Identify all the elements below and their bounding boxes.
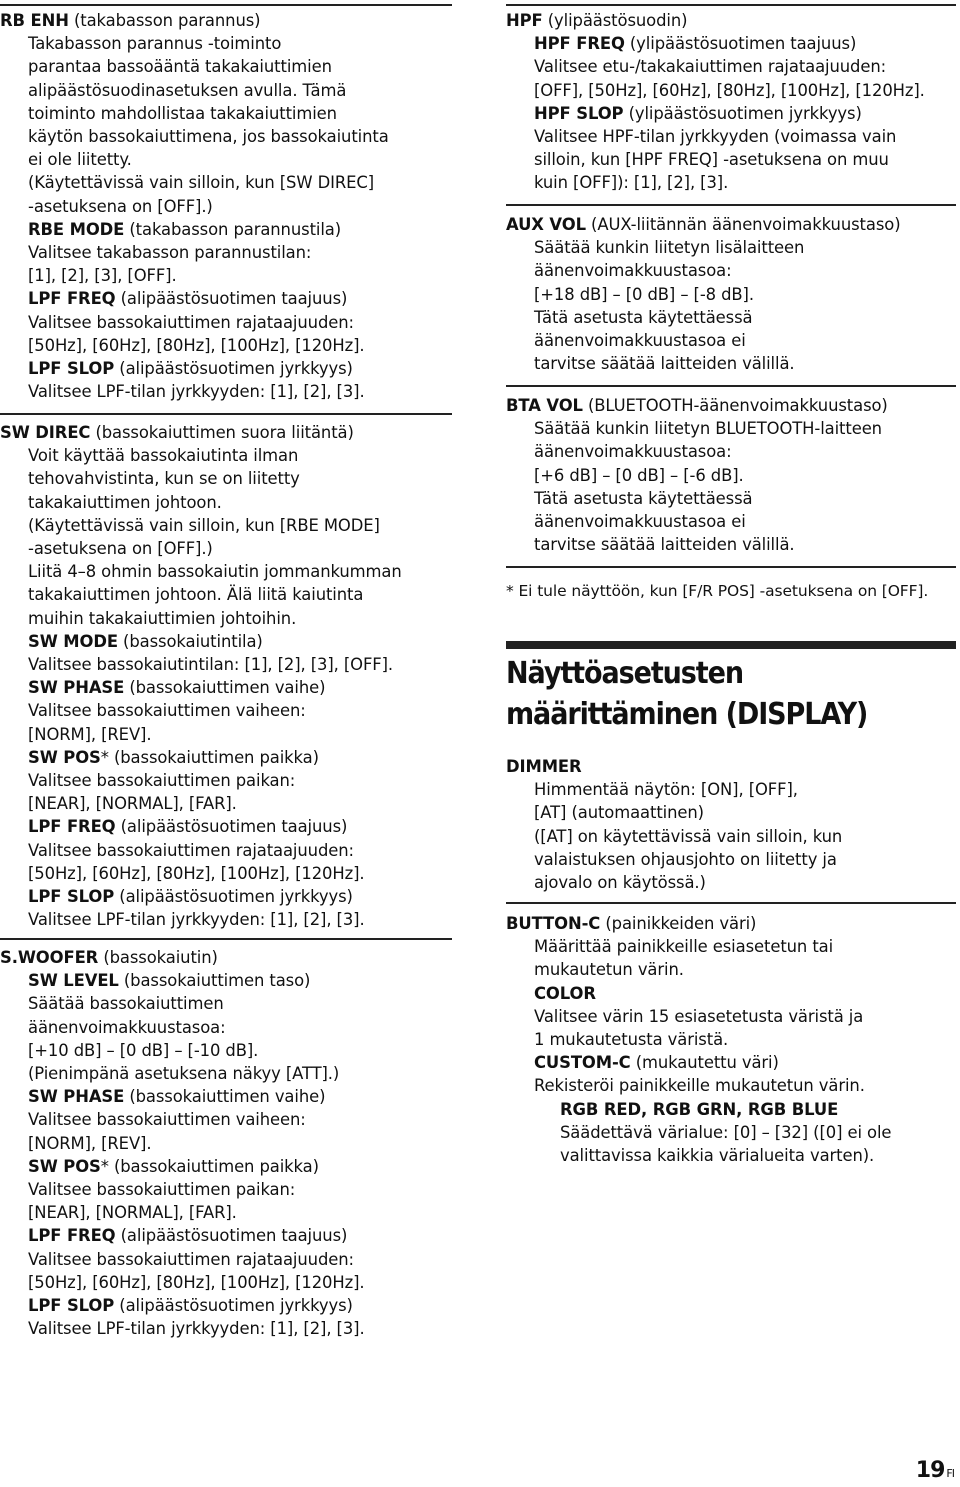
line-text: Liitä 4–8 ohmin bassokaiutin jommankumman <box>28 562 402 582</box>
text-line <box>506 283 960 306</box>
text-line <box>506 417 960 440</box>
text-line <box>0 32 454 55</box>
left-section-swoofer <box>0 946 454 1340</box>
setting-line <box>0 815 454 838</box>
text-line <box>506 487 960 510</box>
text-line <box>0 334 454 357</box>
line-text: Valitsee bassokaiuttimen rajataajuuden: <box>28 1249 354 1269</box>
setting-line <box>506 1098 960 1121</box>
line-text: [AT] (automaattinen) <box>534 803 704 823</box>
line-text: 1 mukautetusta väristä. <box>534 1030 729 1050</box>
setting-line <box>506 102 960 125</box>
page-number <box>916 1458 954 1483</box>
text-line <box>506 79 960 102</box>
line-text: Säätää kunkin liitetyn lisälaitteen <box>534 238 805 258</box>
line-text: Säätää bassokaiuttimen <box>28 994 224 1014</box>
setting-line <box>506 912 960 935</box>
line-text: [+6 dB] – [0 dB] – [-6 dB]. <box>534 465 744 485</box>
line-text: Valitsee HPF-tilan jyrkkyyden (voimassa vain <box>534 127 897 147</box>
line-text: (bassokaiuttimen vaihe) <box>124 678 326 698</box>
section-divider <box>506 566 956 568</box>
setting-name: SW PHASE <box>28 678 125 698</box>
text-line <box>506 306 960 329</box>
text-line <box>0 467 454 490</box>
line-text: -asetuksena on [OFF].) <box>28 196 213 216</box>
line-text: (alipäästösuotimen taajuus) <box>115 817 348 837</box>
line-text: (bassokaiutin) <box>98 948 218 967</box>
text-line <box>506 801 960 824</box>
line-text: tehovahvistinta, kun se on liitetty <box>28 469 300 489</box>
text-line <box>0 583 454 606</box>
text-line <box>506 440 960 463</box>
setting-name: LPF SLOP <box>28 887 115 907</box>
setting-name: SW POS <box>28 1156 101 1176</box>
line-text: Himmentää näytön: [ON], [OFF], <box>534 780 798 800</box>
line-text: [+18 dB] – [0 dB] – [-8 dB]. <box>534 284 754 304</box>
line-text: Valitsee LPF-tilan jyrkkyyden: [1], [2], [3]. <box>28 910 365 930</box>
text-line <box>0 491 454 514</box>
line-text: * (bassokaiuttimen paikka) <box>100 747 319 767</box>
line-text: (mukautettu väri) <box>630 1053 779 1073</box>
line-text: [NORM], [REV]. <box>28 1133 152 1153</box>
line-text: (ylipäästösuotimen jyrkkyys) <box>623 103 862 123</box>
line-text: [50Hz], [60Hz], [80Hz], [100Hz], [120Hz]. <box>28 863 365 883</box>
text-line <box>506 1028 960 1051</box>
setting-line <box>0 1224 454 1247</box>
text-line <box>0 311 454 334</box>
text-line <box>0 1062 454 1085</box>
setting-line <box>506 982 960 1005</box>
right-section-hpf <box>506 9 960 195</box>
page-lang: FI <box>946 1467 954 1480</box>
text-line <box>506 148 960 171</box>
line-text: Säädettävä värialue: [0] – [32] ([0] ei ole <box>560 1122 892 1142</box>
section-divider <box>0 413 452 415</box>
text-line <box>0 264 454 287</box>
setting-line <box>0 287 454 310</box>
line-text: alipäästösuodinasetuksen avulla. Tämä <box>28 80 347 100</box>
setting-name: HPF SLOP <box>534 103 624 123</box>
setting-name: SW POS <box>28 747 101 767</box>
setting-name: HPF FREQ <box>534 34 625 54</box>
line-text: Säätää kunkin liitetyn BLUETOOTH-laitteen <box>534 419 882 439</box>
text-line <box>506 848 960 871</box>
text-line <box>0 792 454 815</box>
line-text: -asetuksena on [OFF].) <box>28 539 213 559</box>
text-line <box>506 1144 960 1167</box>
line-text: Valitsee bassokaiuttimen rajataajuuden: <box>28 840 354 860</box>
line-text: (alipäästösuotimen jyrkkyys) <box>114 1296 353 1316</box>
line-text: äänenvoimakkuustasoa ei <box>534 331 746 351</box>
section-divider <box>506 902 956 904</box>
text-line <box>506 935 960 958</box>
text-line <box>506 778 960 801</box>
line-text: tarvitse säätää laitteiden välillä. <box>534 535 795 555</box>
top-rule-right <box>506 4 956 6</box>
setting-name: AUX VOL <box>506 215 586 234</box>
text-line <box>0 102 454 125</box>
line-text: (bassokaiuttimen suora liitäntä) <box>90 423 354 442</box>
line-text: [NEAR], [NORMAL], [FAR]. <box>28 1203 237 1223</box>
setting-line <box>0 421 454 444</box>
line-text: Valitsee LPF-tilan jyrkkyyden: [1], [2], [3]. <box>28 1319 365 1339</box>
text-line <box>0 1132 454 1155</box>
line-text: tarvitse säätää laitteiden välillä. <box>534 354 795 374</box>
line-text: Tätä asetusta käytettäessä <box>534 488 753 508</box>
section-heading-line2: määrittäminen (DISPLAY) <box>506 697 868 732</box>
line-text: kuin [OFF]): [1], [2], [3]. <box>534 173 729 193</box>
text-line <box>0 79 454 102</box>
right-section-dimmer <box>506 755 960 894</box>
line-text: Valitsee bassokaiuttimen rajataajuuden: <box>28 312 354 332</box>
line-text: silloin, kun [HPF FREQ] -asetuksena on muu <box>534 150 889 170</box>
right-section-btavol <box>506 394 960 556</box>
text-line <box>0 444 454 467</box>
line-text: (ylipäästösuotimen taajuus) <box>624 34 857 54</box>
text-line <box>506 1074 960 1097</box>
setting-name: BTA VOL <box>506 396 583 415</box>
section-divider <box>506 204 956 206</box>
setting-name: CUSTOM-C <box>534 1053 631 1073</box>
text-line <box>0 908 454 931</box>
text-line <box>506 236 960 259</box>
setting-name: COLOR <box>534 983 596 1003</box>
line-text: äänenvoimakkuustasoa: <box>534 442 732 462</box>
text-line <box>506 1005 960 1028</box>
line-text: Valitsee bassokaiuttimen paikan: <box>28 1180 296 1200</box>
text-line <box>0 560 454 583</box>
line-text: [NORM], [REV]. <box>28 724 152 744</box>
line-text: Valitsee värin 15 esiasetetusta väristä ja <box>534 1006 864 1026</box>
text-line <box>0 653 454 676</box>
line-text: * (bassokaiuttimen paikka) <box>100 1156 319 1176</box>
line-text: [1], [2], [3], [OFF]. <box>28 266 177 286</box>
setting-name: LPF FREQ <box>28 289 116 309</box>
line-text: ajovalo on käytössä.) <box>534 873 706 893</box>
text-line <box>0 1317 454 1340</box>
text-line <box>0 514 454 537</box>
text-line <box>0 1016 454 1039</box>
text-line <box>506 464 960 487</box>
setting-name: SW DIREC <box>0 423 91 442</box>
line-text: Rekisteröi painikkeille mukautetun värin. <box>534 1076 865 1096</box>
setting-line <box>0 630 454 653</box>
line-text: muihin takakaiuttimien johtoihin. <box>28 608 297 628</box>
text-line <box>506 329 960 352</box>
line-text: (BLUETOOTH-äänenvoimakkuustaso) <box>582 396 888 415</box>
line-text: äänenvoimakkuustasoa: <box>534 261 732 281</box>
text-line <box>0 1201 454 1224</box>
line-text: (painikkeiden väri) <box>600 914 757 933</box>
setting-name: LPF SLOP <box>28 359 115 379</box>
text-line <box>506 825 960 848</box>
line-text: (Pienimpänä asetuksena näkyy [ATT].) <box>28 1064 340 1084</box>
line-text: [OFF], [50Hz], [60Hz], [80Hz], [100Hz], [120Hz]. <box>534 80 925 100</box>
setting-name: HPF <box>506 11 543 30</box>
text-line <box>506 533 960 556</box>
line-text: takakaiuttimen johtoon. <box>28 492 222 512</box>
line-text: [NEAR], [NORMAL], [FAR]. <box>28 794 237 814</box>
line-text: (Käytettävissä vain silloin, kun [RBE MODE] <box>28 515 380 535</box>
heading-bar <box>506 641 956 649</box>
setting-name: SW PHASE <box>28 1087 125 1107</box>
line-text: käytön bassokaiuttimena, jos bassokaiutinta <box>28 127 389 147</box>
text-line <box>0 839 454 862</box>
text-line <box>0 195 454 218</box>
text-line <box>0 1271 454 1294</box>
text-line <box>506 171 960 194</box>
line-text: (alipäästösuotimen jyrkkyys) <box>114 359 353 379</box>
top-rule-left <box>0 4 452 6</box>
text-line <box>506 871 960 894</box>
setting-line <box>506 1051 960 1074</box>
text-line <box>0 171 454 194</box>
text-line <box>506 958 960 981</box>
setting-name: RGB RED, RGB GRN, RGB BLUE <box>560 1099 839 1119</box>
setting-line <box>0 676 454 699</box>
setting-line <box>0 9 454 32</box>
text-line <box>0 1178 454 1201</box>
line-text: äänenvoimakkuustasoa ei <box>534 512 746 532</box>
line-text: (bassokaiuttimen taso) <box>118 971 311 991</box>
text-line <box>0 1039 454 1062</box>
section-heading-line1: Näyttöasetusten <box>506 656 743 691</box>
setting-name: RB ENH <box>0 11 69 30</box>
page-number-value: 19 <box>915 1458 945 1483</box>
text-line <box>0 607 454 630</box>
line-text: Valitsee takabasson parannustilan: <box>28 243 312 263</box>
line-text: Valitsee etu-/takakaiuttimen rajataajuuden: <box>534 57 887 77</box>
text-line <box>0 699 454 722</box>
text-line <box>0 148 454 171</box>
right-section-auxvol <box>506 213 960 375</box>
text-line <box>506 125 960 148</box>
setting-line <box>0 1155 454 1178</box>
line-text: [50Hz], [60Hz], [80Hz], [100Hz], [120Hz]. <box>28 1272 365 1292</box>
line-text: [50Hz], [60Hz], [80Hz], [100Hz], [120Hz]. <box>28 335 365 355</box>
line-text: (Käytettävissä vain silloin, kun [SW DIREC] <box>28 173 375 193</box>
line-text: Määrittää painikkeille esiasetetun tai <box>534 937 834 957</box>
line-text: (alipäästösuotimen jyrkkyys) <box>114 887 353 907</box>
line-text: Valitsee LPF-tilan jyrkkyyden: [1], [2], [3]. <box>28 382 365 402</box>
line-text: Takabasson parannus -toiminto <box>28 34 282 54</box>
line-text: (ylipäästösuodin) <box>542 11 688 30</box>
line-text: [+10 dB] – [0 dB] – [-10 dB]. <box>28 1040 259 1060</box>
left-section-rbenh <box>0 9 454 403</box>
line-text: (alipäästösuotimen taajuus) <box>115 1226 348 1246</box>
text-line <box>0 380 454 403</box>
line-text: (takabasson parannus) <box>68 11 261 30</box>
setting-line <box>0 1294 454 1317</box>
setting-name: DIMMER <box>506 757 582 776</box>
setting-line <box>506 213 960 236</box>
text-line <box>0 723 454 746</box>
line-text: ei ole liitetty. <box>28 150 132 170</box>
setting-name: LPF FREQ <box>28 1226 116 1246</box>
text-line <box>0 992 454 1015</box>
line-text: äänenvoimakkuustasoa: <box>28 1017 226 1037</box>
line-text: takakaiuttimen johtoon. Älä liitä kaiutinta <box>28 585 364 605</box>
section-divider <box>0 938 452 940</box>
setting-line <box>0 946 454 969</box>
line-text: Tätä asetusta käytettäessä <box>534 307 753 327</box>
line-text: (alipäästösuotimen taajuus) <box>115 289 348 309</box>
setting-name: SW LEVEL <box>28 971 119 991</box>
setting-line <box>506 32 960 55</box>
line-text: Valitsee bassokaiuttimen vaiheen: <box>28 701 306 721</box>
setting-line <box>506 755 960 778</box>
line-text: Valitsee bassokaiuttimen vaiheen: <box>28 1110 306 1130</box>
text-line <box>0 55 454 78</box>
text-line <box>0 1248 454 1271</box>
text-line <box>506 352 960 375</box>
setting-name: SW MODE <box>28 631 118 651</box>
setting-line <box>0 357 454 380</box>
section-divider <box>506 385 956 387</box>
line-text: Valitsee bassokaiutintilan: [1], [2], [3], [OFF]. <box>28 655 394 675</box>
setting-line <box>506 394 960 417</box>
text-line <box>0 862 454 885</box>
text-line <box>0 125 454 148</box>
line-text: (bassokaiutintila) <box>117 631 263 651</box>
setting-name: S.WOOFER <box>0 948 99 967</box>
left-section-swdirec <box>0 421 454 931</box>
text-line <box>506 510 960 533</box>
setting-line <box>0 1085 454 1108</box>
setting-line <box>0 218 454 241</box>
text-line <box>0 241 454 264</box>
line-text: ([AT] on käytettävissä vain silloin, kun <box>534 826 843 846</box>
setting-line <box>0 969 454 992</box>
line-text: (bassokaiuttimen vaihe) <box>124 1087 326 1107</box>
line-text: Valitsee bassokaiuttimen paikan: <box>28 771 296 791</box>
setting-line <box>0 885 454 908</box>
line-text: valaistuksen ohjausjohto on liitetty ja <box>534 849 837 869</box>
text-line <box>0 537 454 560</box>
line-text: mukautetun värin. <box>534 960 684 980</box>
setting-line <box>506 9 960 32</box>
text-line <box>506 259 960 282</box>
setting-name: LPF FREQ <box>28 817 116 837</box>
text-line <box>506 55 960 78</box>
setting-name: LPF SLOP <box>28 1296 115 1316</box>
line-text: toiminto mahdollistaa takakaiuttimien <box>28 103 337 123</box>
footnote: * Ei tule näyttöön, kun [F/R POS] -asetuksena on [OFF]. <box>506 582 929 600</box>
setting-line <box>0 746 454 769</box>
line-text: parantaa bassoääntä takakaiuttimien <box>28 57 332 77</box>
text-line <box>506 1121 960 1144</box>
right-section-buttonc <box>506 912 960 1167</box>
setting-name: BUTTON-C <box>506 914 601 933</box>
setting-name: RBE MODE <box>28 219 125 239</box>
line-text: valittavissa kaikkia värialueita varten). <box>560 1146 875 1166</box>
line-text: (takabasson parannustila) <box>124 219 342 239</box>
line-text: (AUX-liitännän äänenvoimakkuustaso) <box>585 215 901 234</box>
line-text: Voit käyttää bassokaiutinta ilman <box>28 446 299 466</box>
text-line <box>0 1108 454 1131</box>
text-line <box>0 769 454 792</box>
